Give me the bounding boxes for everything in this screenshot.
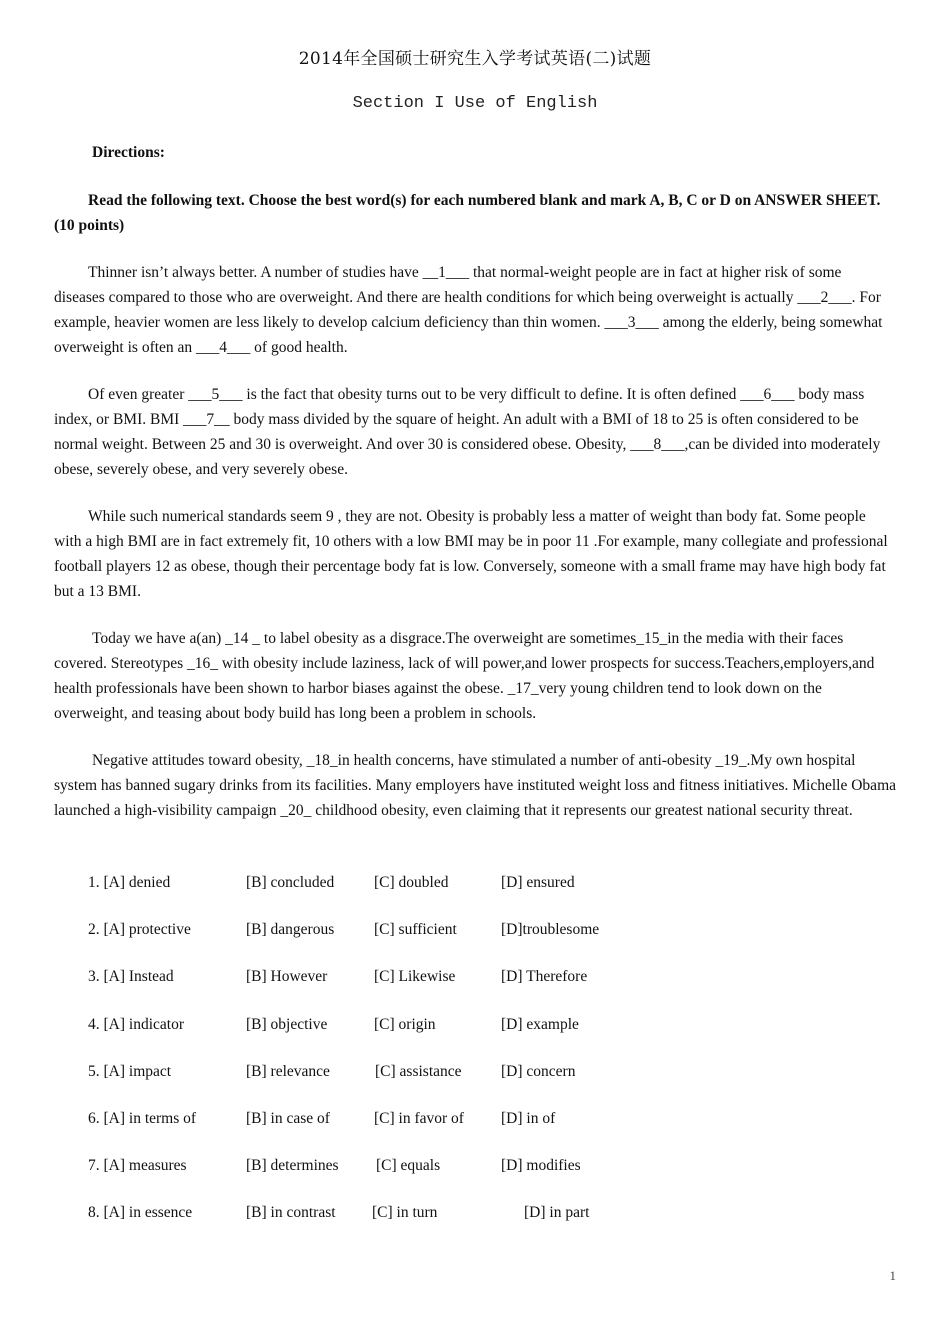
passage-paragraph-2: Of even greater ___5___ is the fact that obesity turns out to be very difficult to define. It is often defined ___6___ body mass index, or BMI. BMI ___7__ body mass divided by the square of height. An adult with a BMI of 18 to 25 is often considered to be normal weight. Between 25 and 30 is overweight. And over 30 is considered obese. Obesity, ___8___,can be divided into moderately obese, severely obese, and very severely obese. — [54, 386, 881, 478]
option-a: 7. [A] measures — [88, 1157, 187, 1175]
question-row — [88, 917, 788, 964]
option-d: [D] in part — [524, 1204, 590, 1222]
question-row — [88, 1059, 788, 1106]
option-d: [D] ensured — [501, 874, 575, 891]
page-title: 2014年全国硕士研究生入学考试英语(二)试题 — [298, 49, 652, 69]
question-row — [88, 870, 788, 917]
question-row — [88, 1153, 788, 1200]
instructions-paragraph: Read the following text. Choose the best word(s) for each numbered blank and mark A, B, C or D on ANSWER SHEET. (10 points) — [54, 192, 881, 234]
option-d: [D] example — [501, 1015, 579, 1033]
option-c: [C] origin — [374, 1015, 436, 1033]
option-d: [D]troublesome — [501, 921, 600, 939]
option-b: [B] objective — [246, 1015, 328, 1033]
option-c: [C] assistance — [375, 1062, 462, 1080]
page-number: 1 — [889, 1268, 896, 1283]
option-b: [B] in contrast — [246, 1204, 336, 1222]
passage-paragraph-5: Negative attitudes toward obesity, _18_in health concerns, have stimulated a number of anti-obesity _19_.My own hospital system has banned sugary drinks from its facilities. Many employers have instituted weight loss and fitness initiatives. Michelle Obama launched a high-visibility campaign _20_ childhood obesity, even claiming that it represents our greatest national security threat. — [54, 752, 897, 819]
option-b: [B] relevance — [246, 1062, 330, 1080]
option-c: [C] in turn — [372, 1204, 438, 1222]
option-a: 2. [A] protective — [88, 921, 191, 939]
passage-paragraph-3: While such numerical standards seem 9 , they are not. Obesity is probably less a matter of weight than body fat. Some people with a high BMI are in fact extremely fit, 10 others with a low BMI may be in poor 11 .For example, many collegiate and professional football players 12 as obese, though their percentage body fat is low. Conversely, someone with a small frame may have high body fat but a 13 BMI. — [54, 508, 888, 600]
question-row — [88, 1200, 788, 1247]
option-c: [C] equals — [376, 1157, 441, 1175]
option-a: 6. [A] in terms of — [88, 1109, 197, 1127]
option-a: 8. [A] in essence — [88, 1204, 193, 1222]
question-options-list — [88, 870, 788, 1248]
option-d: [D] Therefore — [501, 968, 588, 986]
section-heading: Section I Use of English — [352, 94, 598, 113]
option-a: 3. [A] Instead — [88, 968, 174, 986]
option-a: 1. [A] denied — [88, 874, 171, 891]
option-c: [C] doubled — [374, 874, 449, 891]
passage-paragraph-4: Today we have a(an) _14 _ to label obesity as a disgrace.The overweight are sometimes_15_in the media with their faces covered. Stereotypes _16_ with obesity include laziness, lack of will power,and lower prospects for success.Teachers,employers,and health professionals have been shown to harbor biases against the obese. _17_very young children tend to look down on the overweight, and teasing about body build has long been a problem in schools. — [54, 630, 875, 722]
option-a: 4. [A] indicator — [88, 1015, 184, 1033]
option-d: [D] in of — [501, 1109, 556, 1127]
option-b: [B] However — [246, 968, 328, 986]
option-b: [B] concluded — [246, 874, 335, 891]
question-row — [88, 964, 788, 1011]
directions-label: Directions: — [92, 144, 165, 161]
option-d: [D] modifies — [501, 1157, 581, 1175]
document-page — [54, 0, 896, 1344]
option-b: [B] dangerous — [246, 921, 335, 939]
option-a: 5. [A] impact — [88, 1062, 172, 1080]
question-row — [88, 1106, 788, 1153]
option-d: [D] concern — [501, 1062, 576, 1080]
option-c: [C] sufficient — [374, 921, 457, 939]
option-c: [C] Likewise — [374, 968, 456, 986]
question-row — [88, 1012, 788, 1059]
passage-paragraph-1: Thinner isn’t always better. A number of studies have __1___ that normal-weight people are in fact at higher risk of some diseases compared to those who are overweight. And there are health conditions for which being overweight is actually ___2___. For example, heavier women are less likely to develop calcium deficiency than thin women. ___3___ among the elderly, being somewhat overweight is often an ___4___ of good health. — [54, 264, 883, 356]
option-c: [C] in favor of — [374, 1109, 464, 1127]
option-b: [B] determines — [246, 1157, 339, 1175]
option-b: [B] in case of — [246, 1109, 330, 1127]
